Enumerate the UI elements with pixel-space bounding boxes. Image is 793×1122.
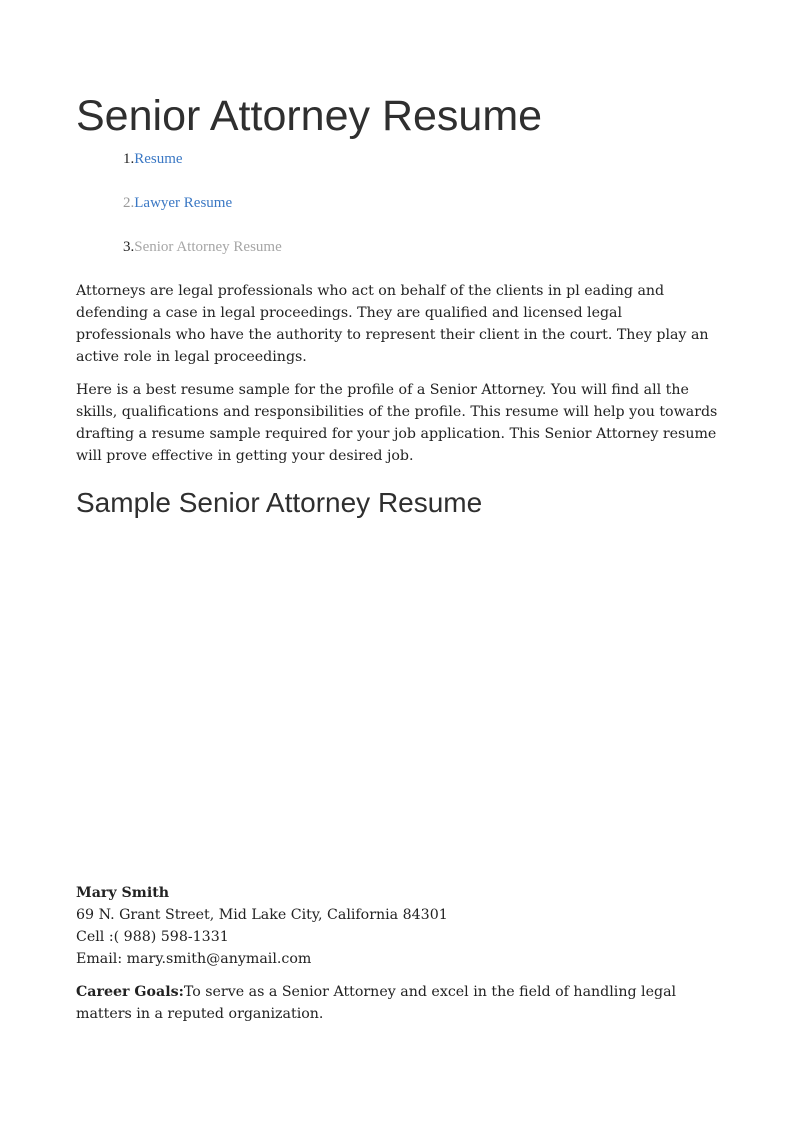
breadcrumb-current-page: Senior Attorney Resume <box>134 239 282 255</box>
resume-contact-block <box>76 882 448 970</box>
career-goals-label: Career Goals: <box>76 984 184 1000</box>
breadcrumb-link-resume[interactable]: Resume <box>134 151 183 167</box>
page-title: Senior Attorney Resume <box>76 92 543 140</box>
intro-paragraph: Attorneys are legal professionals who act on behalf of the clients in pl eading and defending a case in legal proceedings. They are qualified and licensed legal professionals who have the authority to represent their client in the court. They play an active role in legal proceedings. <box>76 283 709 365</box>
breadcrumb-item-senior-attorney-resume <box>123 236 282 258</box>
resume-address: 69 N. Grant Street, Mid Lake City, California 84301 <box>76 907 448 923</box>
intro-paragraph: Here is a best resume sample for the profile of a Senior Attorney. You will find all the skills, qualifications and responsibilities of the profile. This resume will help you towards drafting a resume sample required for your job application. This Senior Attorney resume will prove effective in getting your desired job. <box>76 382 718 464</box>
career-goals-text: To serve as a Senior Attorney and excel in the field of handling legal matters in a reputed organization. <box>76 984 677 1022</box>
breadcrumb-item-resume <box>123 148 282 170</box>
career-goals <box>76 981 696 1025</box>
breadcrumb-number: 2. <box>123 195 135 211</box>
breadcrumb-number: 1. <box>123 151 135 167</box>
breadcrumb-link-lawyer-resume[interactable]: Lawyer Resume <box>134 195 233 211</box>
breadcrumb-number: 3. <box>123 239 135 255</box>
resume-email: Email: mary.smith@anymail.com <box>76 951 312 967</box>
resume-name: Mary Smith <box>76 885 170 901</box>
breadcrumb <box>123 148 282 280</box>
section-heading: Sample Senior Attorney Resume <box>76 487 483 518</box>
resume-cell: Cell :( 988) 598-1331 <box>76 929 229 945</box>
breadcrumb-item-lawyer-resume <box>123 192 282 214</box>
